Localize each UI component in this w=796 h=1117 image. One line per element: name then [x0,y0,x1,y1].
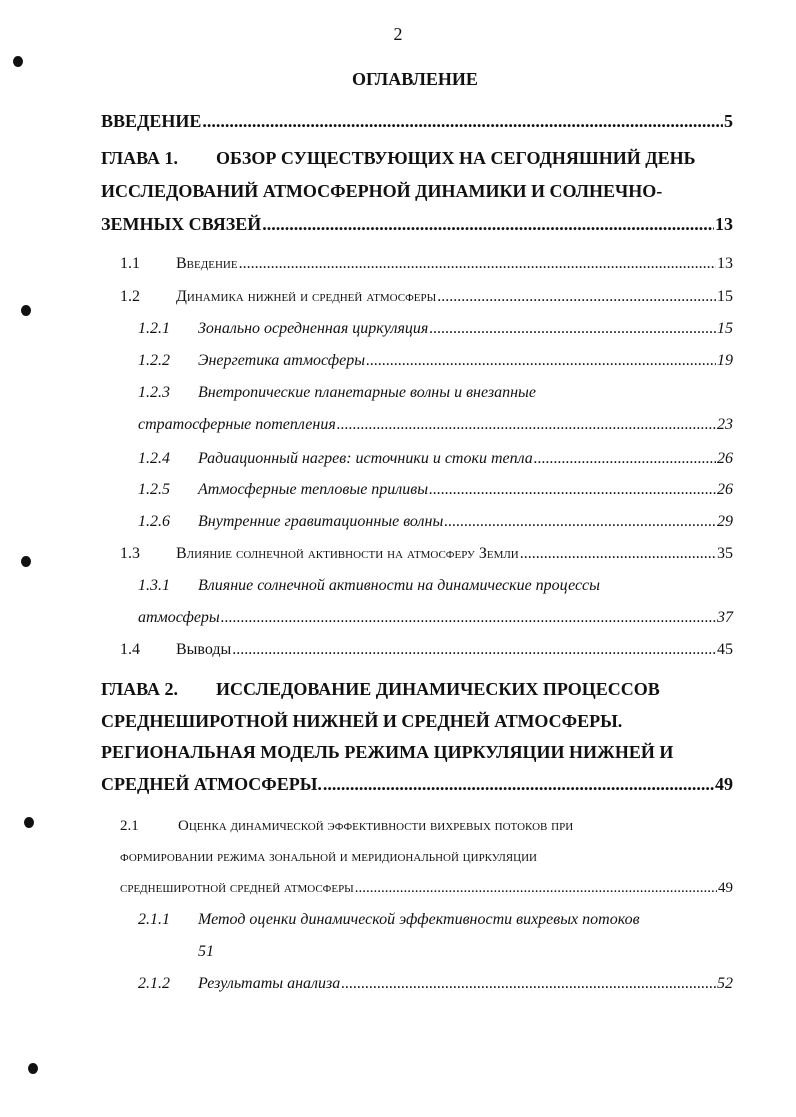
scan-mark [21,556,31,567]
page-ref: 26 [717,450,733,467]
page-number: 2 [393,24,403,44]
dot-leader [262,214,714,235]
page-ref: 13 [717,255,733,272]
entry-label: Влияние солнечной активности на атмосферу Земли [176,545,519,562]
section-number: 1.2.4 [138,450,170,467]
page-ref: 15 [717,288,733,305]
section-number: 1.4 [120,641,140,658]
dot-leader [534,450,716,468]
toc-entry-chapter-1[interactable] [101,214,733,235]
entry-label: Радиационный нагрев: источники и стоки тепла [198,450,533,467]
toc-entry-1-3-1-line1[interactable] [138,577,600,595]
page-ref: 13 [715,214,733,234]
entry-label: Введение [176,255,238,272]
entry-label: Результаты анализа [198,975,341,992]
chapter-title-line: ОБЗОР СУЩЕСТВУЮЩИХ НА СЕГОДНЯШНИЙ ДЕНЬ [216,148,696,168]
chapter-title-line: ИССЛЕДОВАНИЕ ДИНАМИЧЕСКИХ ПРОЦЕССОВ [216,679,660,699]
entry-label: Динамика нижней и средней атмосферы [176,288,437,305]
dot-leader [444,513,716,531]
entry-label: ВВЕДЕНИЕ [101,111,202,131]
dot-leader [520,545,716,563]
page-ref: 29 [717,513,733,530]
toc-entry-2-1[interactable] [120,880,733,897]
dot-leader [202,111,723,132]
toc-entry-2-1-1[interactable] [138,911,640,929]
chapter-1-title-line2: ИССЛЕДОВАНИЙ АТМОСФЕРНОЙ ДИНАМИКИ И СОЛНЕЧНО- [101,181,663,201]
page-ref: 15 [717,320,733,337]
chapter-1-title[interactable] [101,148,696,169]
toc-entry-1-3-1[interactable] [138,609,733,627]
section-number: 1.2.3 [138,384,170,401]
dot-leader [366,352,716,370]
page-ref: 49 [715,774,733,794]
entry-label: Внетропические планетарные волны и внезапные [198,384,536,401]
toc-entry-1-1[interactable] [120,255,733,273]
page-ref: 45 [717,641,733,658]
page-ref: 35 [717,545,733,562]
dot-leader [341,975,716,993]
section-number: 2.1.1 [138,911,170,928]
scan-mark [24,817,34,828]
dot-leader [323,774,714,795]
chapter-2-title[interactable] [101,679,660,700]
dot-leader [232,641,716,659]
dot-leader [355,880,717,897]
entry-label: Внутренние гравитационные волны [198,513,444,530]
entry-label: Энергетика атмосферы [198,352,366,369]
toc-title: ОГЛАВЛЕНИЕ [352,69,478,89]
page-ref: 49 [718,880,733,896]
page-ref: 51 [198,943,214,960]
entry-label: Метод оценки динамической эффективности вихревых потоков [198,911,640,928]
section-number: 1.3 [120,545,140,562]
section-number: 1.2.6 [138,513,170,530]
toc-entry-introduction[interactable] [101,111,733,132]
toc-entry-1-2-3-line1[interactable] [138,384,536,402]
chapter-2-title-line3: РЕГИОНАЛЬНАЯ МОДЕЛЬ РЕЖИМА ЦИРКУЛЯЦИИ НИЖНЕЙ И [101,742,674,762]
toc-entry-1-2-4[interactable] [138,450,733,468]
section-number: 1.2.2 [138,352,170,369]
entry-label: атмосферы [138,609,220,626]
entry-label-line2: формировании режима зональной и меридиональной циркуляции [120,849,537,865]
section-number: 1.1 [120,255,140,272]
chapter-title-line: СРЕДНЕЙ АТМОСФЕРЫ. [101,774,322,794]
toc-entry-2-1-2[interactable] [138,975,733,993]
chapter-2-title-line2: СРЕДНЕШИРОТНОЙ НИЖНЕЙ И СРЕДНЕЙ АТМОСФЕРЫ. [101,711,623,731]
dot-leader [437,288,716,306]
toc-entry-1-3[interactable] [120,545,733,563]
dot-leader [239,255,716,273]
scan-mark [21,305,31,316]
toc-entry-1-2[interactable] [120,288,733,306]
toc-entry-1-2-3[interactable] [138,416,733,434]
dot-leader [337,416,716,434]
page-ref: 5 [724,111,733,131]
section-number: 2.1 [120,818,139,834]
section-number: 1.2 [120,288,140,305]
toc-entry-1-2-5[interactable] [138,481,733,499]
dot-leader [429,481,716,499]
entry-label: Выводы [176,641,232,658]
page-ref: 23 [717,416,733,433]
scan-mark [28,1063,38,1074]
toc-entry-2-1-line1[interactable] [120,818,573,835]
dot-leader [221,609,716,627]
toc-entry-1-2-2[interactable] [138,352,733,370]
chapter-number: ГЛАВА 1. [101,148,179,168]
entry-label: Атмосферные тепловые приливы [198,481,429,498]
entry-label: Зонально осредненная циркуляция [198,320,429,337]
toc-entry-1-2-6[interactable] [138,513,733,531]
toc-entry-chapter-2[interactable] [101,774,733,795]
page-ref: 19 [717,352,733,369]
entry-label: стратосферные потепления [138,416,336,433]
section-number: 1.2.1 [138,320,170,337]
toc-entry-1-2-1[interactable] [138,320,733,338]
chapter-title-line: ЗЕМНЫХ СВЯЗЕЙ [101,214,262,234]
section-number: 1.3.1 [138,577,170,594]
dot-leader [429,320,716,338]
section-number: 2.1.2 [138,975,170,992]
page-ref: 52 [717,975,733,992]
entry-label: Влияние солнечной активности на динамические процессы [198,577,600,594]
entry-label: Оценка динамической эффективности вихревых потоков при [178,818,574,834]
page-ref: 26 [717,481,733,498]
page-ref: 37 [717,609,733,626]
chapter-number: ГЛАВА 2. [101,679,179,699]
toc-entry-1-4[interactable] [120,641,733,659]
scan-mark [13,56,23,67]
entry-label: среднеширотной средней атмосферы [120,880,354,896]
section-number: 1.2.5 [138,481,170,498]
